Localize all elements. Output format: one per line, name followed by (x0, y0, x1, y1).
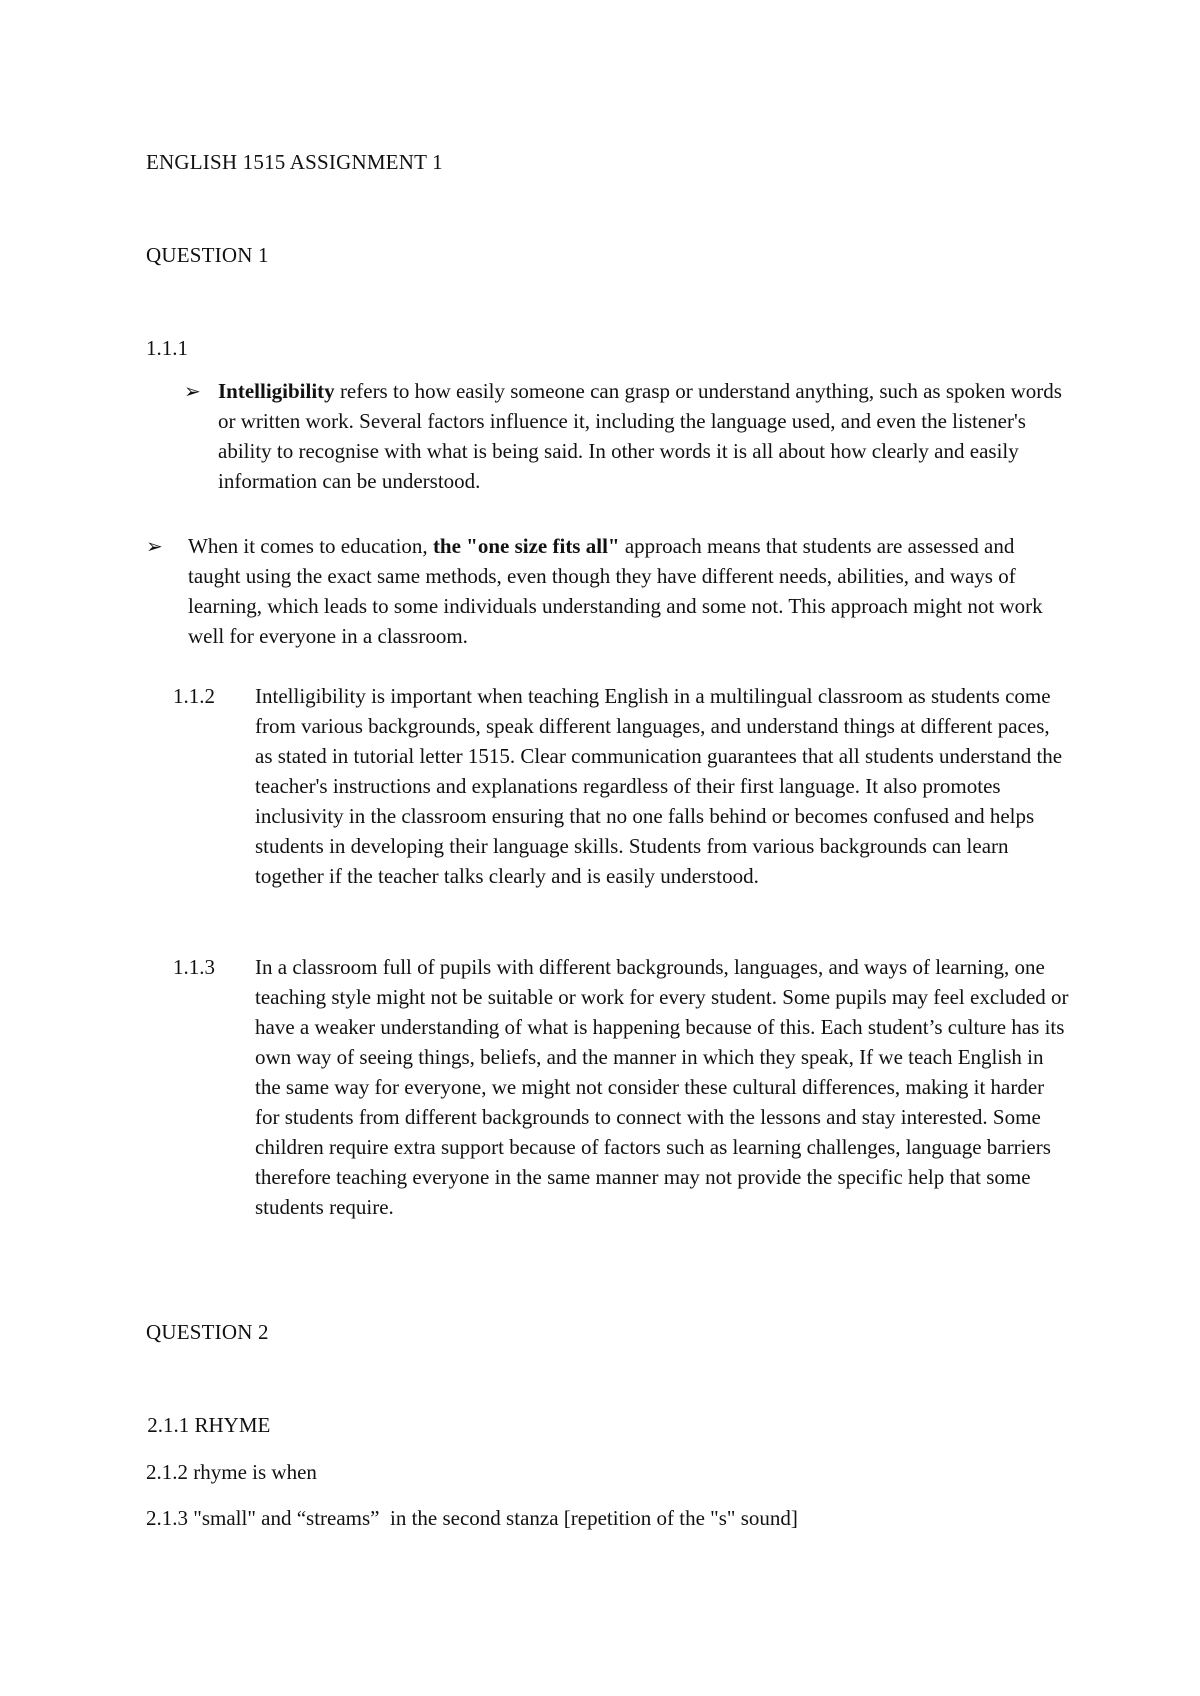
arrow-bullet-icon: ➢ (184, 379, 201, 403)
line-2-1-3: 2.1.3 "small" and “streams” in the second stanza [repetition of the "s" sound] (146, 1506, 798, 1530)
item-1-1-3 (0, 952, 1200, 1252)
bold-term-one-size-fits-all: the "one size fits all" (432, 534, 620, 558)
item-number-1-1-2: 1.1.2 (173, 684, 215, 708)
bullet-intelligibility-text (218, 376, 1068, 496)
bullet-one-size-body: approach means that students are assessed and taught using the exact same methods, even though they have different needs, abilities, and ways of learning, which leads to some individuals understanding and some not. This approach might not work well for everyone in a classroom. (188, 534, 1043, 648)
bullet-one-size-intro: When it comes to education, (188, 534, 433, 558)
item-1-1-3-text: In a classroom full of pupils with different backgrounds, languages, and ways of learning, one teaching style might not be suitable or work for every student. Some pupils may feel excluded or have a weaker understanding of what is happening because of this. Each student’s culture has its own way of seeing things, beliefs, and the manner in which they speak, If we teach English in the same way for everyone, we might not consider these cultural differences, making it harder for students from different backgrounds to connect with the lessons and stay interested. Some children require extra support because of factors such as learning challenges, language barriers therefore teaching everyone in the same manner may not provide the specific help that some students require. (255, 955, 1069, 1219)
bullet-one-size-fits-all (0, 531, 1200, 655)
bold-term-intelligibility: Intelligibility (218, 379, 335, 403)
bullet-intelligibility-body: refers to how easily someone can grasp or understand anything, such as spoken words or written work. Several factors influence it, including the language used, and even the listener's ability to recognise with what is being said. In other words it is all about how clearly and easily information can be understood. (218, 379, 1062, 493)
bullet-intelligibility (0, 376, 1200, 500)
bullet-one-size-text (188, 531, 1068, 651)
document-title: ENGLISH 1515 ASSIGNMENT 1 (146, 150, 443, 174)
item-1-1-2-text: Intelligibility is important when teaching English in a multilingual classroom as students come from various backgrounds, speak different languages, and understand things at different paces, as stated in tutorial letter 1515. Clear communication guarantees that all students understand the teacher's instructions and explanations regardless of their first language. It also promotes inclusivity in the classroom ensuring that no one falls behind or becomes confused and helps students in developing their language skills. Students from various backgrounds can learn together if the teacher talks clearly and is easily understood. (255, 684, 1063, 888)
item-number-1-1-3: 1.1.3 (173, 955, 215, 979)
arrow-bullet-icon: ➢ (146, 534, 163, 558)
line-2-1-1: 2.1.1 RHYME (142, 1413, 271, 1437)
line-2-1-2: 2.1.2 rhyme is when (146, 1460, 317, 1484)
question-2-heading: QUESTION 2 (146, 1320, 269, 1344)
question-1-heading: QUESTION 1 (146, 243, 269, 267)
subsection-number-1-1-1: 1.1.1 (146, 336, 188, 360)
item-1-1-2 (0, 681, 1200, 921)
